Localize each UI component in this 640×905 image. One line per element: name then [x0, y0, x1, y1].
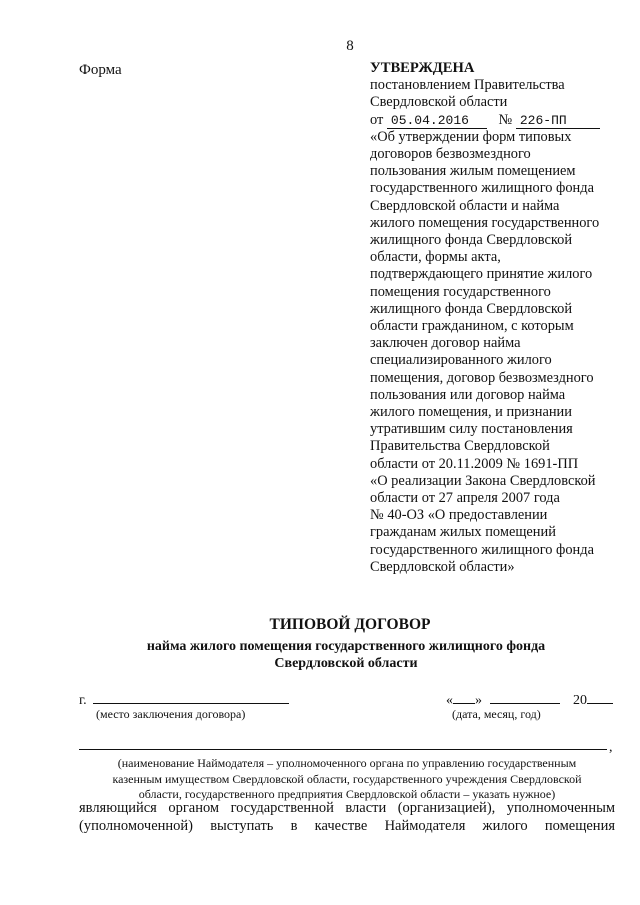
subtitle-line: Свердловской области — [274, 656, 418, 671]
date-open-quote: « — [446, 693, 453, 708]
subject-line: Правительства Свердловской — [370, 438, 550, 455]
approval-subject — [370, 129, 630, 576]
approval-number: 226-ПП — [516, 114, 600, 129]
subject-line: области гражданином, с которым — [370, 318, 574, 335]
subject-line: утратившим силу постановления — [370, 421, 573, 438]
approval-date-number-line — [370, 112, 630, 129]
month-blank — [490, 690, 560, 704]
place-caption: (место заключения договора) — [96, 707, 246, 721]
approval-line: постановлением Правительства — [370, 77, 565, 94]
form-label: Форма — [79, 62, 122, 78]
page-number: 8 — [346, 38, 354, 54]
body-line: являющийся органом государственной власти (организацией), уполномоченным — [79, 800, 615, 816]
number-sign: № — [498, 111, 513, 128]
subject-line: «Об утверждении форм типовых — [370, 128, 572, 145]
document-title: ТИПОВОЙ ДОГОВОР — [269, 616, 431, 633]
place-blank-line — [93, 690, 289, 704]
date-close-quote: » — [475, 693, 482, 708]
subject-line: области от 20.11.2009 № 1691-ПП — [370, 455, 579, 472]
subject-line: «О реализации Закона Свердловской — [370, 472, 596, 489]
city-prefix: г. — [79, 693, 87, 708]
subject-line: договоров безвозмездного — [370, 146, 531, 163]
date-caption: (дата, месяц, год) — [452, 707, 541, 721]
landlord-blank-line — [79, 749, 607, 750]
subject-line: Свердловской области и найма — [370, 197, 560, 214]
landlord-comma: , — [609, 740, 613, 755]
subject-line: государственного жилищного фонда — [370, 180, 594, 197]
caption-line: области, государственного предприятия Свердловской области – указать нужное) — [138, 787, 556, 801]
year-blank — [587, 690, 613, 704]
approval-line: Свердловской области — [370, 94, 508, 111]
subject-line: гражданам жилых помещений — [370, 524, 556, 541]
from-label: от — [370, 111, 384, 128]
approval-block — [370, 60, 630, 576]
caption-line: (наименование Наймодателя – уполномоченного органа по управлению государственным — [117, 756, 577, 770]
subject-line: пользования или договор найма — [370, 386, 566, 403]
subject-line: Свердловской области» — [370, 558, 515, 575]
subject-line: помещения, договор безвозмездного — [370, 369, 594, 386]
year-prefix: 20 — [573, 693, 587, 708]
caption-line: казенным имуществом Свердловской области, государственного учреждения Свердловской — [112, 771, 582, 786]
subject-line: жилищного фонда Свердловской — [370, 300, 573, 317]
subject-line: государственного жилищного фонда — [370, 541, 594, 558]
subject-line: помещения государственного — [370, 283, 551, 300]
subject-line: области, формы акта, — [370, 249, 501, 266]
subtitle-line: найма жилого помещения государственного жилищного фонда — [146, 639, 546, 654]
body-line: (уполномоченной) выступать в качестве Наймодателя жилого помещения — [79, 818, 615, 834]
approval-date: 05.04.2016 — [387, 114, 487, 129]
document-subtitle — [0, 638, 640, 672]
subject-line: жилого помещения государственного — [370, 214, 600, 231]
subject-line: области от 27 апреля 2007 года — [370, 490, 560, 507]
approval-heading: УТВЕРЖДЕНА — [370, 60, 475, 76]
subject-line: жилого помещения, и признании — [370, 404, 572, 421]
subject-line: заключен договор найма — [370, 335, 521, 352]
day-blank — [453, 690, 475, 704]
subject-line: жилищного фонда Свердловской — [370, 232, 573, 249]
subject-line: пользования жилым помещением — [370, 163, 576, 180]
subject-line: подтверждающего принятие жилого — [370, 266, 593, 283]
landlord-caption — [79, 756, 615, 803]
subject-line: № 40-ОЗ «О предоставлении — [370, 507, 548, 524]
subject-line: специализированного жилого — [370, 352, 552, 369]
